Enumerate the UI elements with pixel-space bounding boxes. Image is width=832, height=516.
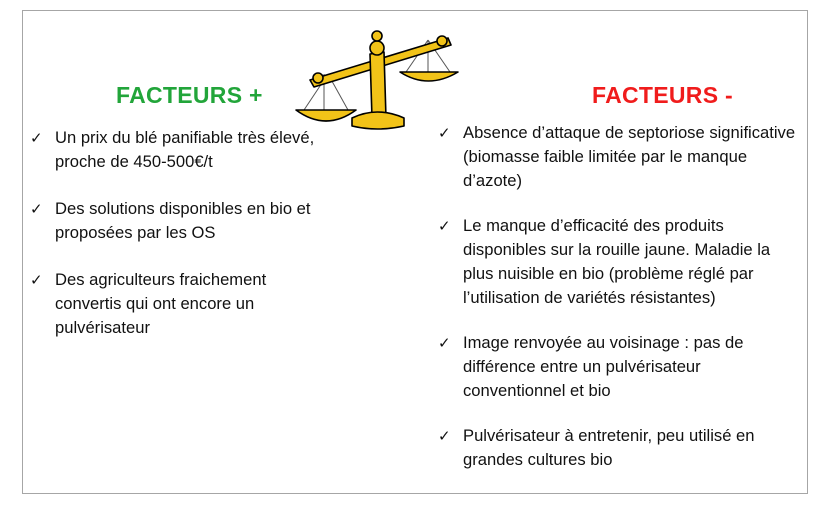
balance-scale-icon bbox=[288, 14, 478, 136]
positive-factors-list bbox=[30, 126, 330, 363]
check-icon: ✓ bbox=[30, 129, 43, 147]
list-item bbox=[30, 197, 330, 245]
positive-factors-heading: FACTEURS + bbox=[116, 82, 263, 108]
list-item bbox=[438, 121, 800, 193]
check-icon: ✓ bbox=[438, 217, 451, 235]
list-item bbox=[438, 214, 800, 310]
list-item-text: Des agriculteurs fraichement convertis qui ont encore un pulvérisateur bbox=[55, 270, 267, 337]
check-icon: ✓ bbox=[438, 334, 451, 352]
list-item-text: Absence d’attaque de septoriose significative (biomasse faible limitée par le manque d’azote) bbox=[463, 123, 796, 190]
list-item bbox=[30, 126, 330, 174]
list-item bbox=[30, 268, 330, 340]
negative-factors-heading: FACTEURS - bbox=[592, 82, 733, 108]
check-icon: ✓ bbox=[438, 427, 451, 445]
list-item bbox=[438, 424, 800, 472]
list-item-text: Un prix du blé panifiable très élevé, proche de 450-500€/t bbox=[55, 128, 315, 171]
list-item-text: Image renvoyée au voisinage : pas de différence entre un pulvérisateur conventionnel et bio bbox=[463, 333, 744, 400]
check-icon: ✓ bbox=[30, 200, 43, 218]
negative-factors-list bbox=[438, 121, 800, 493]
list-item-text: Le manque d’efficacité des produits disponibles sur la rouille jaune. Maladie la plus nuisible en bio (problème réglé par l’utilisation de variétés résistantes) bbox=[463, 216, 771, 307]
check-icon: ✓ bbox=[30, 271, 43, 289]
list-item bbox=[438, 331, 800, 403]
check-icon: ✓ bbox=[438, 124, 451, 142]
list-item-text: Des solutions disponibles en bio et proposées par les OS bbox=[55, 199, 311, 242]
list-item-text: Pulvérisateur à entretenir, peu utilisé en grandes cultures bio bbox=[463, 426, 755, 469]
